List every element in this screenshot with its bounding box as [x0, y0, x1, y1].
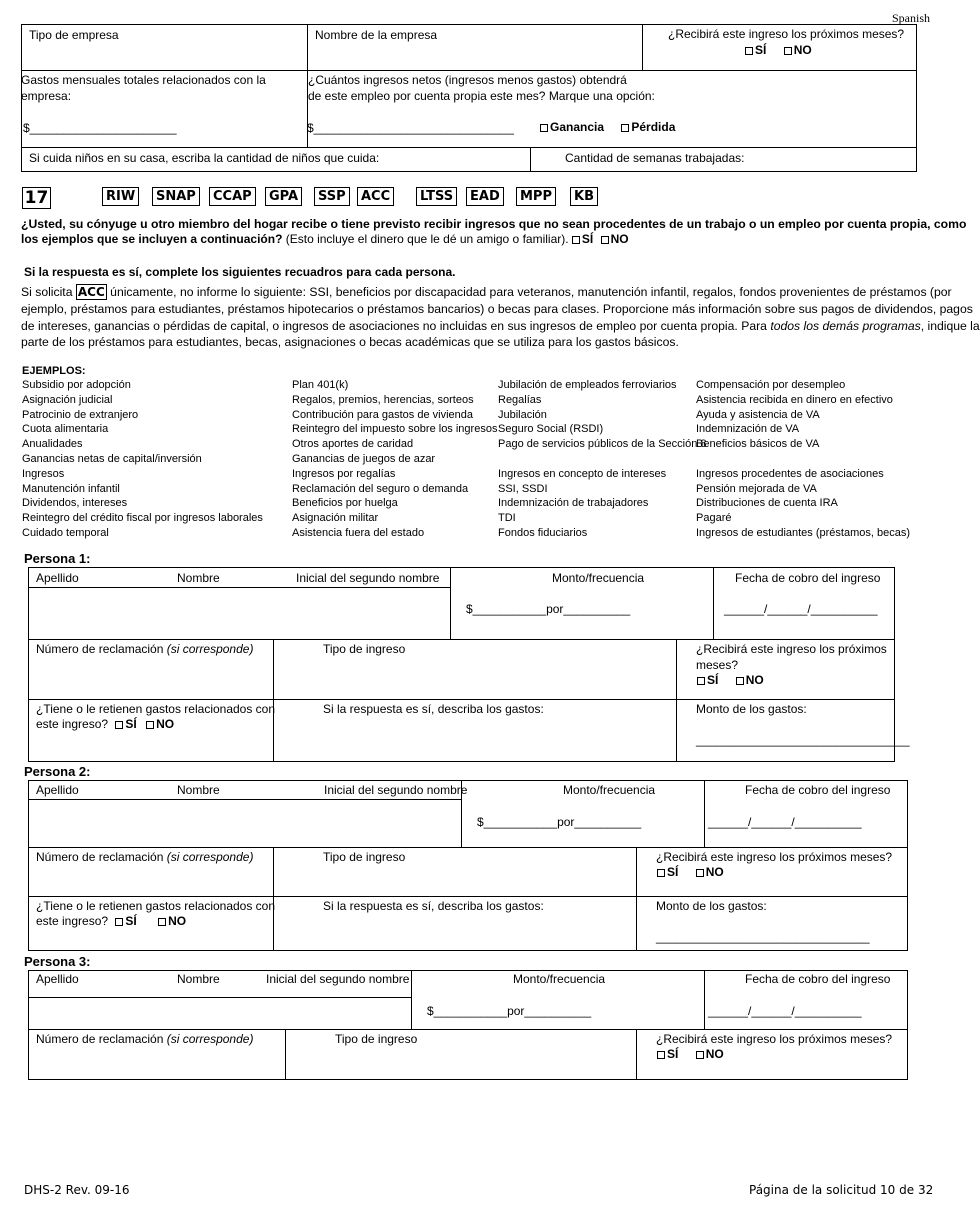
example-item: Cuidado temporal — [22, 526, 109, 539]
first-name-label: Nombre — [177, 972, 220, 986]
childcare-label: Si cuida niños en su casa, escriba la cantidad de niños que cuida: — [29, 151, 380, 165]
program-tag: CCAP — [209, 187, 256, 206]
question-text-line2: los ejemplos que se incluyen a continuación? (Esto incluye el dinero que le dé un amigo o familiar). SÍ NO — [21, 232, 629, 246]
example-item: Seguro Social (RSDI) — [498, 423, 604, 436]
examples-column-2 — [292, 378, 497, 541]
example-item: Regalías — [498, 393, 542, 406]
example-item: Beneficios básicos de VA — [696, 438, 820, 451]
example-item: Reintegro del crédito fiscal por ingresos laborales — [22, 512, 263, 525]
last-name-label: Apellido — [36, 571, 79, 585]
example-item: Asignación militar — [292, 512, 379, 525]
yes-checkbox[interactable] — [697, 677, 705, 685]
gain-checkbox[interactable] — [540, 124, 548, 132]
question-text: ¿Usted, su cónyuge u otro miembro del hogar recibe o tiene previsto recibir ingresos que no sean procedentes de un trabajo o un empleo por cuenta propia, como — [21, 217, 967, 231]
person-1-title: Persona 1: — [24, 551, 91, 566]
example-item: Pago de servicios públicos de la Sección 8 — [498, 438, 707, 451]
expenses-question: ¿Tiene o le retienen gastos relacionados con — [36, 899, 276, 913]
example-item: Beneficios por huelga — [292, 497, 398, 510]
example-item: Ayuda y asistencia de VA — [696, 408, 820, 421]
no-checkbox[interactable] — [601, 236, 609, 244]
net-income-question: ¿Cuántos ingresos netos (ingresos menos gastos) obtendrá — [308, 73, 627, 87]
first-name-label: Nombre — [177, 783, 220, 797]
person-3-form — [28, 970, 908, 1080]
example-item: Jubilación de empleados ferroviarios — [498, 379, 677, 391]
example-item: Ganancias de juegos de azar — [292, 452, 436, 465]
expenses-label: Gastos mensuales totales relacionados con la — [21, 73, 266, 87]
language-label: Spanish — [891, 11, 930, 25]
continue-question: ¿Recibirá este ingreso los próximos meses? — [656, 850, 893, 864]
middle-initial-label: Inicial del segundo nombre — [296, 571, 440, 585]
program-tag: EAD — [466, 187, 504, 206]
business-continue-question: ¿Recibirá este ingreso los próximos meses? — [668, 27, 905, 41]
last-name-label: Apellido — [36, 972, 79, 986]
program-tag: ACC — [357, 187, 394, 206]
weeks-worked-label: Cantidad de semanas trabajadas: — [565, 151, 745, 165]
example-item: Subsidio por adopción — [22, 379, 131, 391]
program-tag: RIW — [102, 187, 139, 206]
claim-number-label: Número de reclamación (si corresponde) — [36, 642, 254, 656]
example-item: Distribuciones de cuenta IRA — [696, 497, 838, 510]
example-item: Ingresos de estudiantes (préstamos, becas) — [696, 526, 911, 539]
examples-column-3 — [498, 378, 707, 541]
continue-options: SÍ NO — [697, 673, 778, 687]
amount-frequency-label: Monto/frecuencia — [552, 571, 645, 585]
business-type-label: Tipo de empresa — [29, 28, 119, 42]
income-date-label: Fecha de cobro del ingreso — [745, 783, 891, 797]
example-item: Ingresos procedentes de asociaciones — [696, 467, 884, 480]
yes-checkbox[interactable] — [657, 869, 665, 877]
program-tag: KB — [570, 187, 598, 206]
no-checkbox[interactable] — [158, 918, 166, 926]
program-tag: SNAP — [152, 187, 200, 206]
income-date-label: Fecha de cobro del ingreso — [735, 571, 881, 585]
amount-frequency-label: Monto/frecuencia — [513, 972, 606, 986]
income-date-field[interactable]: ______/______/__________ — [708, 1004, 862, 1018]
example-item: Pagaré — [696, 512, 732, 525]
examples-column-4 — [696, 378, 910, 541]
example-item: Asistencia fuera del estado — [292, 526, 425, 539]
example-item — [498, 452, 707, 467]
yes-checkbox[interactable] — [115, 721, 123, 729]
loss-checkbox[interactable] — [621, 124, 629, 132]
example-item: Ingresos en concepto de intereses — [498, 467, 667, 480]
form-id: DHS-2 Rev. 09-16 — [24, 1183, 130, 1197]
continue-options: SÍ NO — [657, 1047, 738, 1061]
income-date-field[interactable]: ______/______/__________ — [708, 815, 862, 829]
acc-paragraph: Si solicita ACC únicamente, no informe lo siguiente: SSI, beneficios por discapacidad para veteranos, manutención infantil, regalos, fondos provenientes de préstamos (por — [21, 285, 952, 299]
example-item: Asistencia recibida en dinero en efectivo — [696, 393, 893, 406]
page-number: Página de la solicitud 10 de 32 — [749, 1183, 934, 1197]
yes-checkbox[interactable] — [657, 1051, 665, 1059]
no-checkbox[interactable] — [736, 677, 744, 685]
expenses-amount-label: Monto de los gastos: — [656, 899, 767, 913]
expenses-description-label: Si la respuesta es sí, describa los gastos: — [323, 899, 544, 913]
example-item: Manutención infantil — [22, 482, 120, 495]
no-checkbox[interactable] — [696, 1051, 704, 1059]
yes-checkbox[interactable] — [745, 47, 753, 55]
program-tag: GPA — [265, 187, 302, 206]
amount-frequency-field[interactable]: $___________por__________ — [466, 602, 631, 616]
no-checkbox[interactable] — [696, 869, 704, 877]
business-continue-options: SÍ NO — [745, 43, 826, 57]
program-tag: MPP — [516, 187, 556, 206]
example-item: Reintegro del impuesto sobre los ingresos — [292, 423, 498, 436]
example-item: TDI — [498, 512, 516, 525]
person-2-title: Persona 2: — [24, 764, 91, 779]
example-item: Ingresos — [22, 467, 65, 480]
net-income-field[interactable]: $______________________________ — [307, 121, 514, 135]
example-item: Reclamación del seguro o demanda — [292, 482, 469, 495]
last-name-label: Apellido — [36, 783, 79, 797]
example-item: Pensión mejorada de VA — [696, 482, 817, 495]
example-item: Regalos, premios, herencias, sorteos — [292, 393, 474, 406]
example-item: Indemnización de trabajadores — [498, 497, 649, 510]
question-number: 17 — [22, 187, 51, 209]
program-tag: LTSS — [416, 187, 457, 206]
claim-number-label: Número de reclamación (si corresponde) — [36, 1032, 254, 1046]
expenses-amount-field[interactable]: ________________________________ — [696, 733, 910, 747]
middle-initial-label: Inicial del segundo nombre — [266, 972, 410, 986]
example-item: Indemnización de VA — [696, 423, 800, 436]
gain-loss-options: Ganancia Pérdida — [540, 120, 689, 134]
amount-frequency-label: Monto/frecuencia — [563, 783, 656, 797]
example-item: SSI, SSDI — [498, 482, 548, 495]
example-item: Compensación por desempleo — [696, 379, 846, 391]
first-name-label: Nombre — [177, 571, 220, 585]
example-item: Anualidades — [22, 438, 83, 451]
examples-title: EJEMPLOS: — [22, 365, 86, 377]
yes-checkbox[interactable] — [115, 918, 123, 926]
person-3-title: Persona 3: — [24, 954, 91, 969]
middle-initial-label: Inicial del segundo nombre — [324, 783, 468, 797]
income-type-label: Tipo de ingreso — [323, 642, 406, 656]
claim-number-label: Número de reclamación (si corresponde) — [36, 850, 254, 864]
continue-options: SÍ NO — [657, 865, 738, 879]
example-item: Cuota alimentaria — [22, 423, 109, 436]
example-item: Jubilación — [498, 408, 547, 421]
example-item — [696, 452, 910, 467]
example-item: Asignación judicial — [22, 393, 113, 406]
amount-frequency-field[interactable]: $___________por__________ — [427, 1004, 592, 1018]
business-name-label: Nombre de la empresa — [315, 28, 438, 42]
example-item: Fondos fiduciarios — [498, 526, 588, 539]
income-date-field[interactable]: ______/______/__________ — [724, 602, 878, 616]
amount-frequency-field[interactable]: $___________por__________ — [477, 815, 642, 829]
program-tag: SSP — [314, 187, 350, 206]
continue-question: ¿Recibirá este ingreso los próximos — [696, 642, 887, 656]
expenses-amount-label: Monto de los gastos: — [696, 702, 807, 716]
continue-question: ¿Recibirá este ingreso los próximos meses? — [656, 1032, 893, 1046]
expenses-amount-field[interactable]: ________________________________ — [656, 930, 870, 944]
income-type-label: Tipo de ingreso — [323, 850, 406, 864]
expenses-question: ¿Tiene o le retienen gastos relacionados con — [36, 702, 276, 716]
expenses-amount-field[interactable]: $______________________ — [23, 121, 177, 135]
income-date-label: Fecha de cobro del ingreso — [745, 972, 891, 986]
no-checkbox[interactable] — [146, 721, 154, 729]
yes-checkbox[interactable] — [572, 236, 580, 244]
example-item: Plan 401(k) — [292, 379, 349, 391]
example-item: Dividendos, intereses — [22, 497, 128, 510]
examples-column-1 — [22, 378, 263, 541]
example-item: Patrocinio de extranjero — [22, 408, 139, 421]
example-item: Otros aportes de caridad — [292, 438, 414, 451]
example-item: Ganancias netas de capital/inversión — [22, 452, 202, 465]
example-item: Ingresos por regalías — [292, 467, 396, 480]
income-type-label: Tipo de ingreso — [335, 1032, 418, 1046]
no-checkbox[interactable] — [784, 47, 792, 55]
instruction: Si la respuesta es sí, complete los siguientes recuadros para cada persona. — [24, 265, 456, 279]
program-tag: ACC — [77, 285, 105, 299]
example-item: Contribución para gastos de vivienda — [292, 408, 474, 421]
expenses-description-label: Si la respuesta es sí, describa los gastos: — [323, 702, 544, 716]
